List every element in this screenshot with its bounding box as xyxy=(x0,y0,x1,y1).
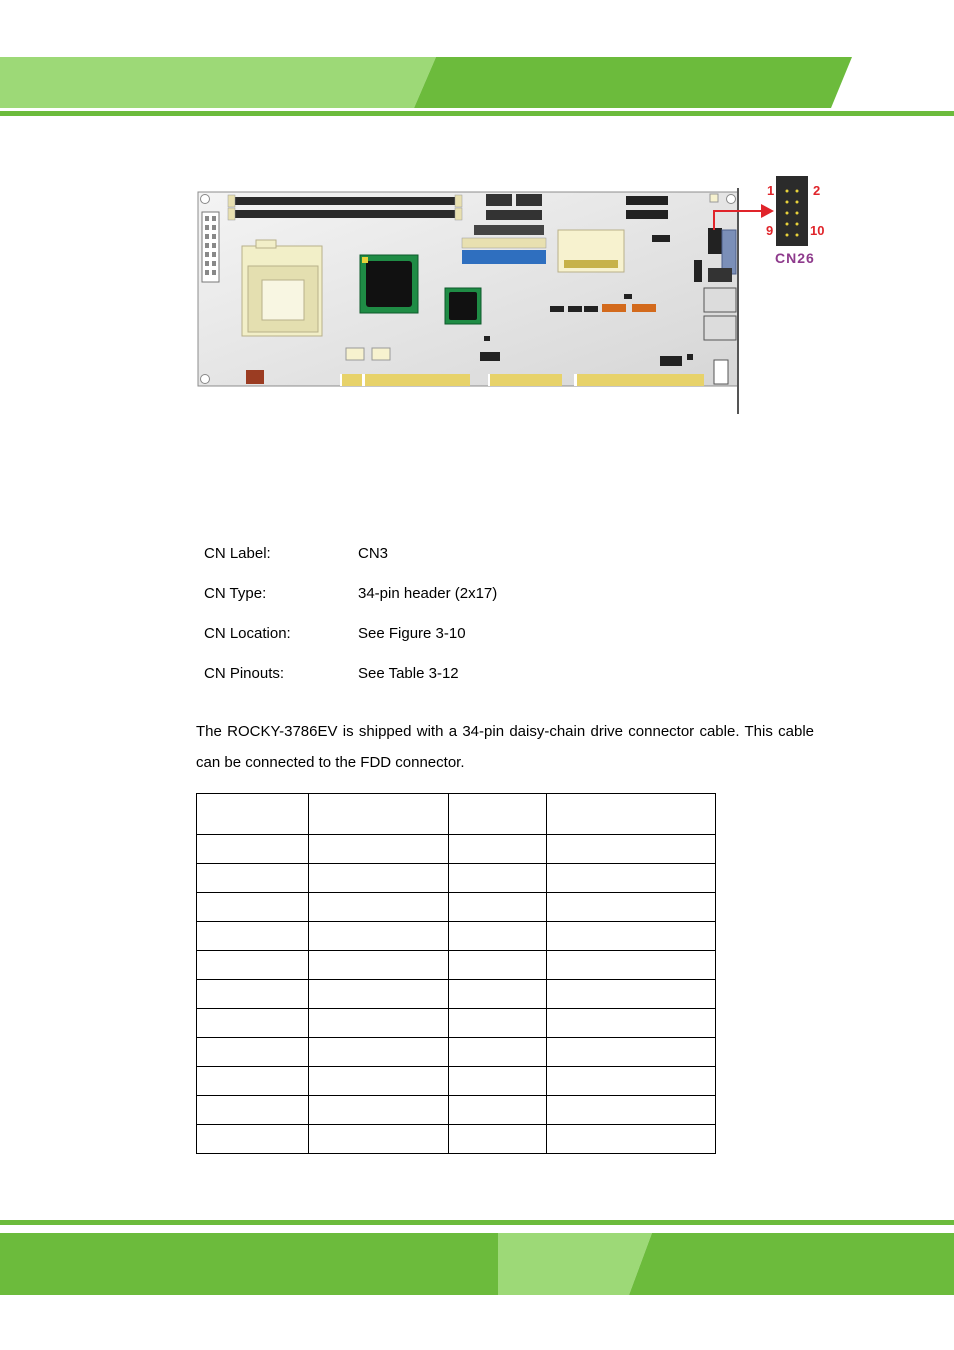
table-cell xyxy=(197,1096,309,1125)
table-row xyxy=(197,980,716,1009)
info-value: 34-pin header (2x17) xyxy=(358,585,498,602)
table-cell xyxy=(449,1009,547,1038)
table-cell xyxy=(197,794,309,835)
table-row xyxy=(197,1038,716,1067)
table-cell xyxy=(309,951,449,980)
info-value: See Figure 3-10 xyxy=(358,625,466,642)
table-cell xyxy=(547,1067,716,1096)
table-cell xyxy=(309,1125,449,1154)
table-cell xyxy=(547,864,716,893)
table-row xyxy=(197,893,716,922)
table-row xyxy=(197,922,716,951)
table-cell xyxy=(547,951,716,980)
connector-label-cn26: CN26 xyxy=(775,250,815,266)
table-cell xyxy=(197,980,309,1009)
table-row xyxy=(197,864,716,893)
table-cell xyxy=(309,835,449,864)
table-row xyxy=(197,835,716,864)
table-cell xyxy=(547,1038,716,1067)
pin-label-2: 2 xyxy=(813,183,821,198)
pinout-table xyxy=(196,793,716,1154)
table-cell xyxy=(449,922,547,951)
table-cell xyxy=(197,835,309,864)
table-cell xyxy=(449,1038,547,1067)
table-cell xyxy=(449,835,547,864)
table-cell xyxy=(197,1067,309,1096)
table-cell xyxy=(309,864,449,893)
footer-banner xyxy=(0,1215,954,1305)
table-cell xyxy=(197,1125,309,1154)
table-cell xyxy=(309,893,449,922)
table-cell xyxy=(449,1125,547,1154)
table-cell xyxy=(309,1038,449,1067)
table-row xyxy=(197,1125,716,1154)
table-row xyxy=(197,1096,716,1125)
table-cell xyxy=(309,794,449,835)
pin-label-10: 10 xyxy=(810,223,825,238)
table-header-row xyxy=(197,794,716,835)
pin-label-1: 1 xyxy=(767,183,775,198)
table-cell xyxy=(547,1009,716,1038)
info-label: CN Type: xyxy=(204,585,267,602)
table-cell xyxy=(197,951,309,980)
table-cell xyxy=(197,1038,309,1067)
table-cell xyxy=(449,980,547,1009)
table-cell xyxy=(309,1067,449,1096)
header-banner xyxy=(0,0,954,120)
table-cell xyxy=(449,951,547,980)
table-cell xyxy=(197,864,309,893)
table-cell xyxy=(197,1009,309,1038)
description-paragraph: The ROCKY-3786EV is shipped with a 34-pin daisy-chain drive connector cable. This cable can be connected to the FDD connector. xyxy=(196,723,814,771)
info-label: CN Location: xyxy=(204,625,291,642)
info-value: CN3 xyxy=(358,545,389,562)
table-cell xyxy=(309,980,449,1009)
table-cell xyxy=(309,922,449,951)
table-cell xyxy=(547,980,716,1009)
table-row xyxy=(197,951,716,980)
table-cell xyxy=(449,864,547,893)
table-cell xyxy=(449,893,547,922)
table-cell xyxy=(449,794,547,835)
table-cell xyxy=(309,1096,449,1125)
table-cell xyxy=(449,1067,547,1096)
table-row xyxy=(197,1009,716,1038)
table-cell xyxy=(547,922,716,951)
table-cell xyxy=(449,1096,547,1125)
table-cell xyxy=(309,1009,449,1038)
board-figure xyxy=(190,170,840,420)
table-cell xyxy=(197,922,309,951)
table-cell xyxy=(547,794,716,835)
info-label: CN Pinouts: xyxy=(204,665,285,682)
info-value: See Table 3-12 xyxy=(358,665,459,682)
pin-label-9: 9 xyxy=(766,223,774,238)
table-row xyxy=(197,1067,716,1096)
table-cell xyxy=(197,893,309,922)
table-cell xyxy=(547,835,716,864)
table-cell xyxy=(547,1096,716,1125)
table-cell xyxy=(547,893,716,922)
table-cell xyxy=(547,1125,716,1154)
info-label: CN Label: xyxy=(204,545,271,562)
